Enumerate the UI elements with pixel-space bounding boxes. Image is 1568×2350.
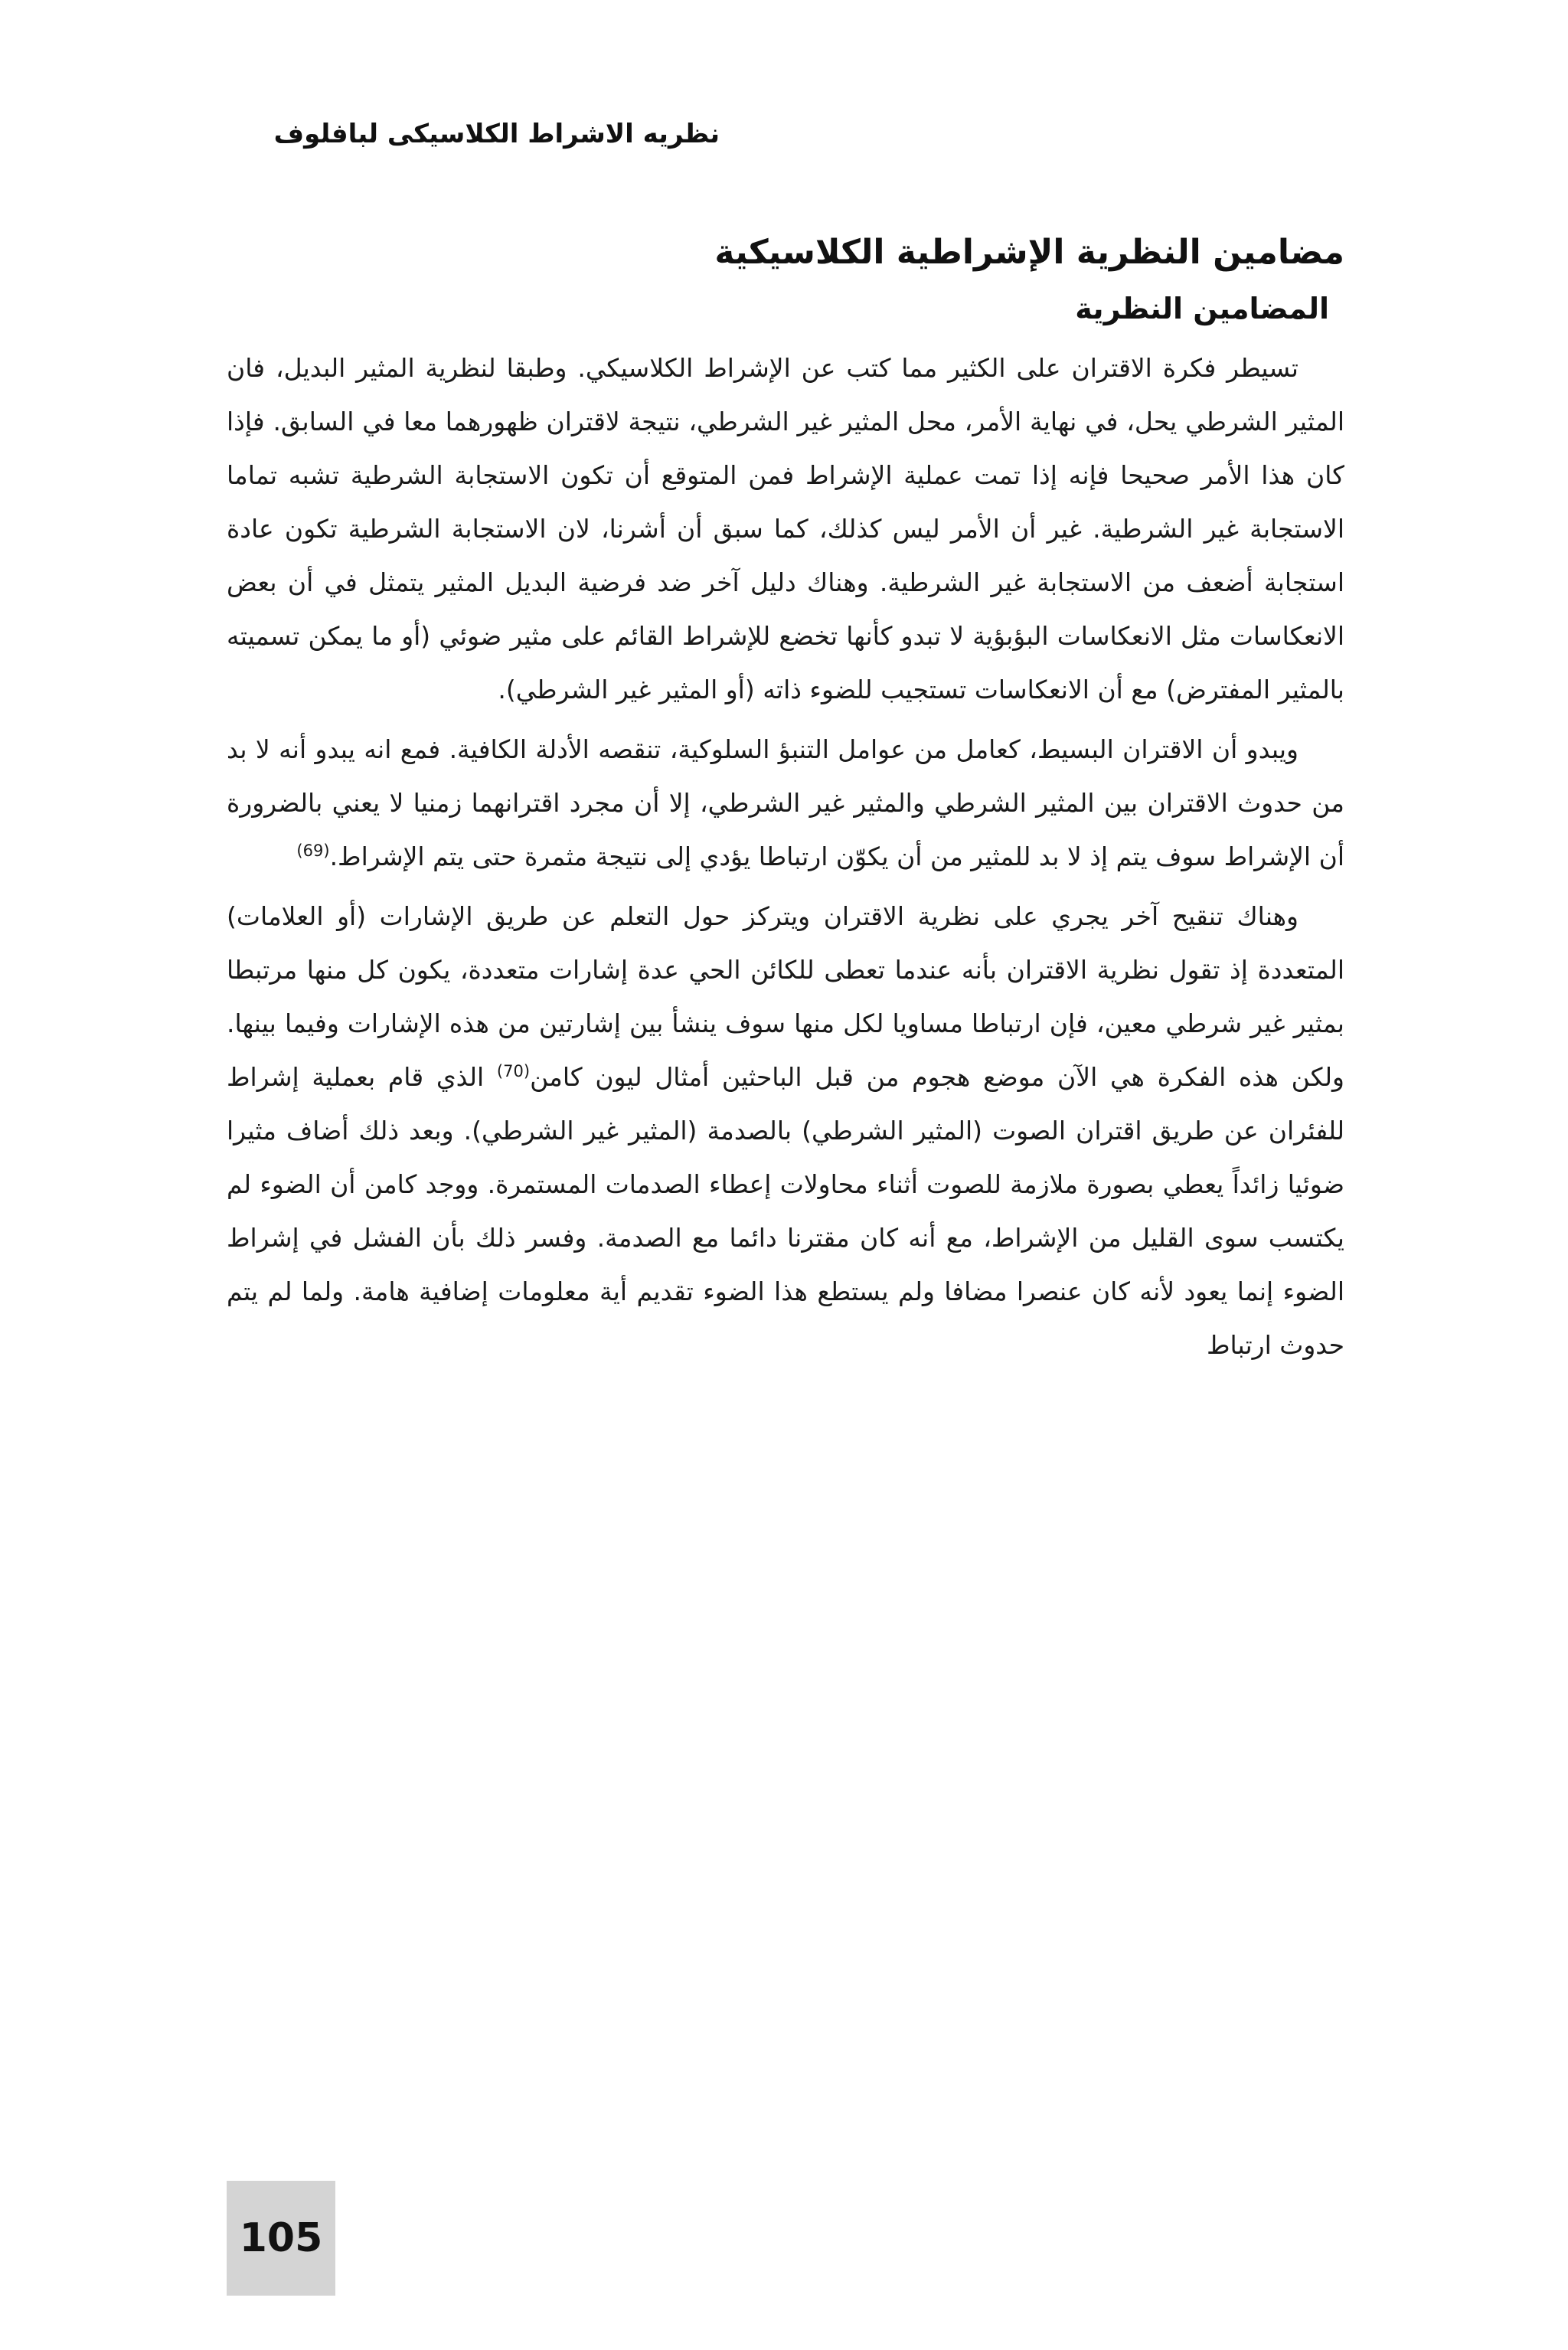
subheading: المضامين النظرية	[1075, 292, 1329, 325]
section-title: مضامين النظرية الإشراطية الكلاسيكية	[714, 233, 1344, 272]
running-header: نظريه الاشراط الكلاسيكى لبافلوف	[273, 119, 720, 149]
page-body	[227, 224, 1344, 1372]
footnote-ref-69: (69)	[296, 842, 330, 860]
footnote-ref-70: (70)	[496, 1062, 531, 1080]
paragraph-text: تسيطر فكرة الاقتران على الكثير مما كتب عن الإشراط الكلاسيكي. وطبقا لنظرية المثير البديل، فان المثير الشرطي يحل، في نهاية الأمر، محل المثير غير الشرطي، نتيجة لاقتران ظهورهما معا في السابق. فإذا كان هذا الأمر صحيحا فإنه إذا تمت عملية الإشراط فمن المتوقع أن تكون الاستجابة الشرطية تشبه تماما الاستجابة غير الشرطية. غير أن الأمر ليس كذلك، كما سبق أن أشرنا، لان الاستجابة الشرطية تكون عادة استجابة أضعف من الاستجابة غير الشرطية. وهناك دليل آخر ضد فرضية البديل المثير يتمثل في أن بعض الانعكاسات مثل الانعكاسات البؤبؤية لا تبدو كأنها تخضع للإشراط القائم على مثير ضوئي (أو ما يمكن تسميته بالمثير المفترض) مع أن الانعكاسات تستجيب للضوء ذاته (أو المثير غير الشرطي).	[227, 353, 1344, 704]
paragraph-3	[227, 890, 1344, 1372]
paragraph-1	[227, 342, 1344, 717]
paragraph-2	[227, 723, 1344, 884]
paragraph-text-after-ref: الذي قام بعملية إشراط للفئران عن طريق اقتران الصوت (المثير الشرطي) بالصدمة (المثير غير الشرطي). وبعد ذلك أضاف مثيرا ضوئيا زائداً يعطي بصورة ملازمة للصوت أثناء محاولات إعطاء الصدمات المستمرة. ووجد كامن أن الضوء لم يكتسب سوى القليل من الإشراط، مع أنه كان مقترنا دائما مع الصدمة. وفسر ذلك بأن الفشل في إشراط الضوء إنما يعود لأنه كان عنصرا مضافا ولم يستطع هذا الضوء تقديم أية معلومات إضافية هامة. ولما لم يتم حدوث ارتباط	[227, 1062, 1344, 1360]
paragraph-text-before-ref: وهناك تنقيح آخر يجري على نظرية الاقتران ويتركز حول التعلم عن طريق الإشارات (أو العلامات) المتعددة إذ تقول نظرية الاقتران بأنه عندما تعطى للكائن الحي عدة إشارات متعددة، يكون كل منها مرتبطا بمثير غير شرطي معين، فإن ارتباطا مساويا لكل منها سوف ينشأ بين إشارتين من هذه الإشارات وفيما بينها. ولكن هذه الفكرة هي الآن موضع هجوم من قبل الباحثين أمثال ليون كامن	[227, 901, 1344, 1092]
page-number: 105	[227, 2181, 335, 2296]
paragraph-text: ويبدو أن الاقتران البسيط، كعامل من عوامل التنبؤ السلوكية، تنقصه الأدلة الكافية. فمع انه يبدو أنه لا بد من حدوث الاقتران بين المثير الشرطي والمثير غير الشرطي، إلا أن مجرد اقترانهما زمنيا لا يعني بالضرورة أن الإشراط سوف يتم إذ لا بد للمثير من أن يكوّن ارتباطا يؤدي إلى نتيجة مثمرة حتى يتم الإشراط.	[227, 734, 1344, 871]
